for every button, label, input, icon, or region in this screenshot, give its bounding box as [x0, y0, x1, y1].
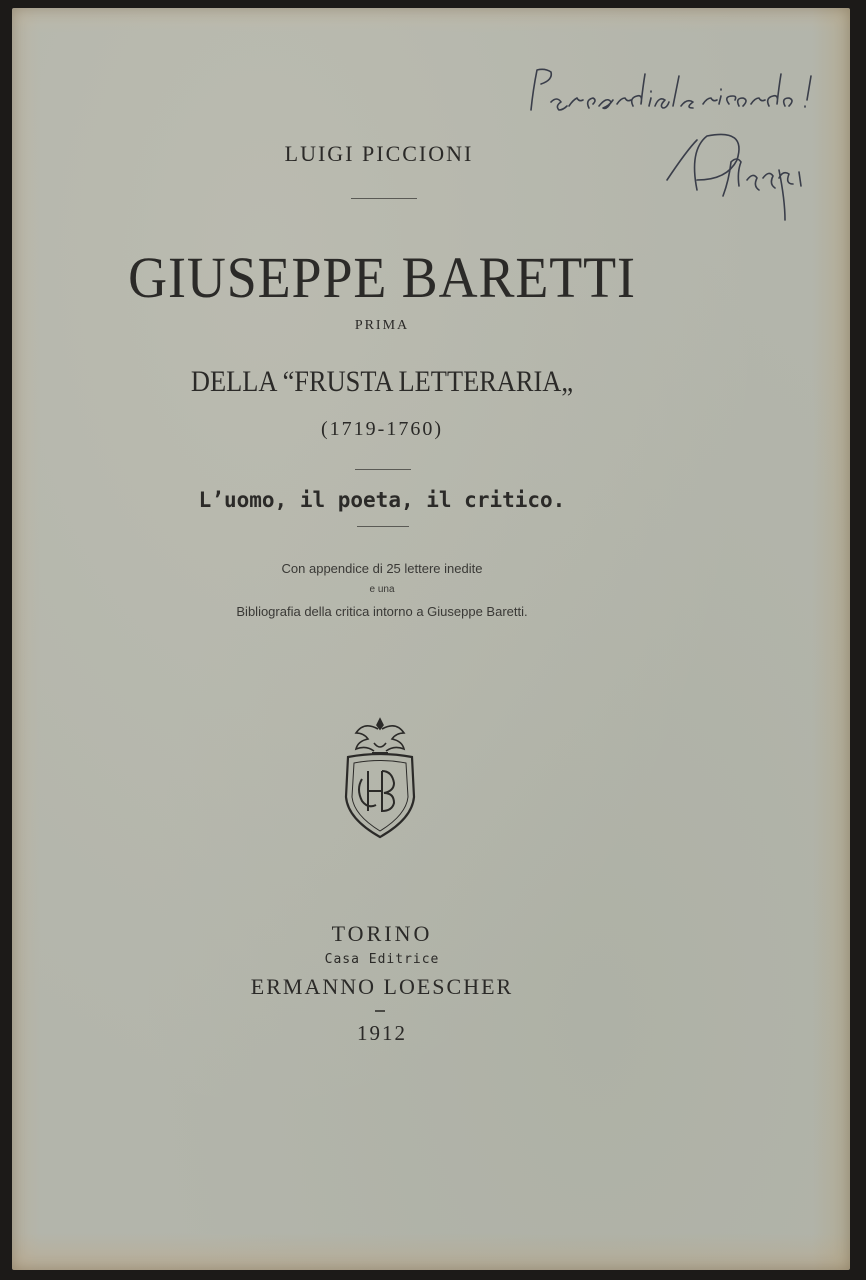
publication-year: 1912 [357, 1021, 407, 1045]
divider-rule [375, 1010, 385, 1012]
imprint-city: TORINO [331, 921, 433, 946]
publisher-label: Casa Editrice [324, 952, 440, 967]
title-prima: PRIMA [354, 318, 410, 333]
appendix-line: e una [369, 584, 395, 595]
book-title: GIUSEPPE BARETTI [128, 245, 636, 310]
author-name: LUIGI PICCIONI [284, 141, 474, 166]
book-subtitle: DELLA “FRUSTA LETTERARIA„ [190, 365, 574, 398]
year-range: (1719-1760) [321, 418, 443, 440]
divider-rule [357, 526, 409, 527]
divider-rule [351, 198, 417, 199]
publisher-name: ERMANNO LOESCHER [250, 974, 514, 999]
appendix-line: Con appendice di 25 lettere inedite [281, 561, 483, 576]
tagline: L’uomo, il poeta, il critico. [198, 488, 566, 512]
divider-rule [355, 469, 411, 470]
book-cover [12, 8, 850, 1270]
appendix-line: Bibliografia della critica intorno a Giuseppe Baretti. [236, 604, 528, 619]
handwritten-inscription [517, 60, 847, 240]
publisher-crest-eagle-shield-icon [338, 713, 422, 843]
